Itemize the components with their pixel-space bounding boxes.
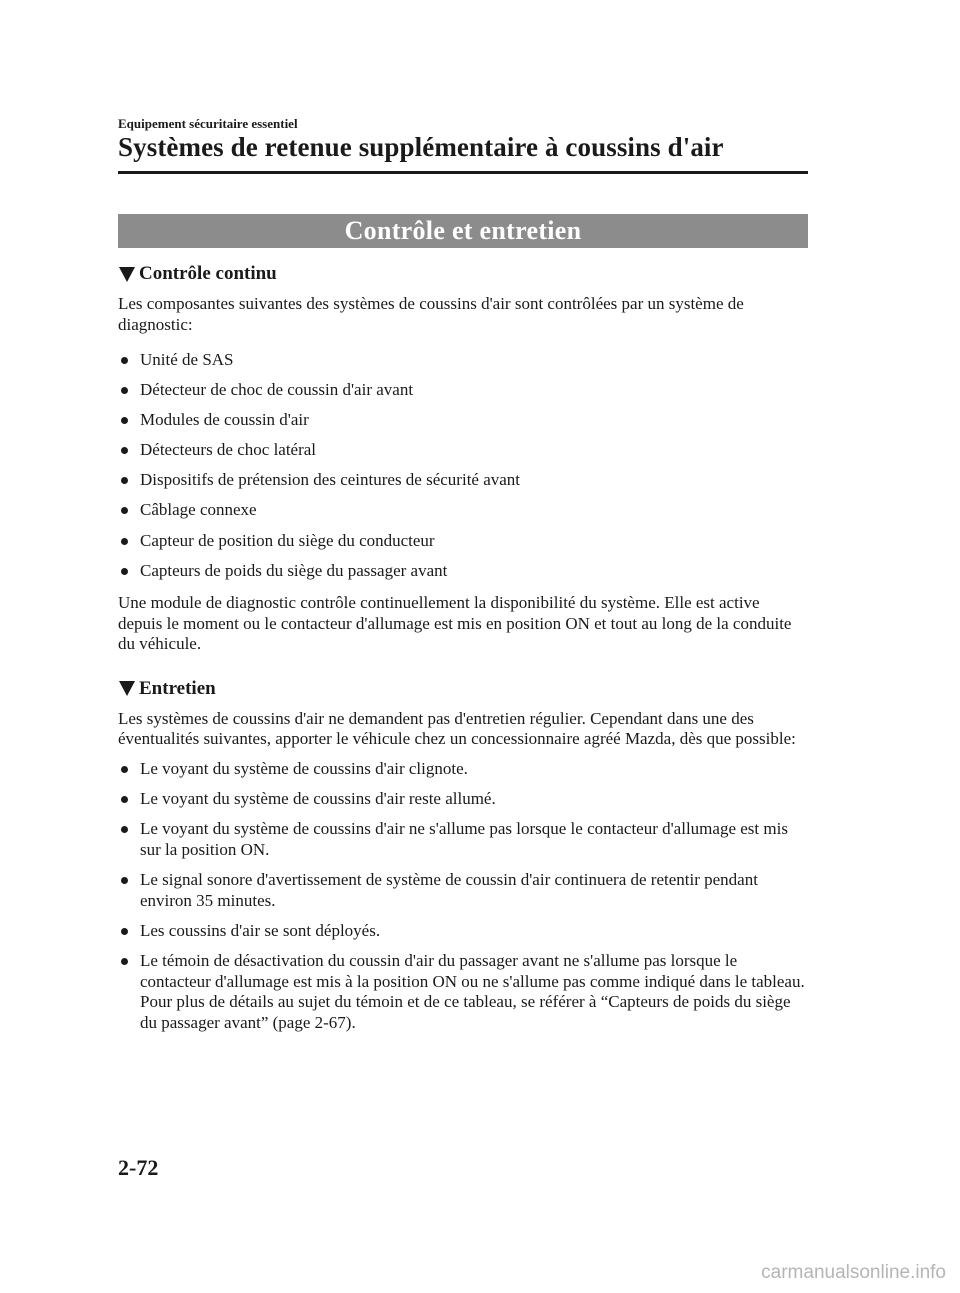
subheading-label: Entretien — [139, 677, 216, 699]
bullet-icon — [121, 796, 128, 803]
subheading-maintenance — [118, 677, 808, 701]
bullet-icon — [121, 357, 128, 364]
bullet-icon — [121, 447, 128, 454]
subheading-label: Contrôle continu — [139, 263, 277, 284]
list-item: Dispositifs de prétension des ceintures de sécurité avant — [118, 470, 808, 491]
bullet-icon — [121, 477, 128, 484]
bullet-icon — [121, 766, 128, 773]
bullet-icon — [121, 417, 128, 424]
list-item: Unité de SAS — [118, 350, 808, 371]
list-item: Capteur de position du siège du conducteur — [118, 531, 808, 552]
condition-list — [118, 759, 808, 1033]
topic-banner: Contrôle et entretien — [118, 214, 808, 248]
paragraph-maintenance: Les systèmes de coussins d'air ne demandent pas d'entretien régulier. Cependant dans une des éventualités suivantes, apporter le véhicule chez un concessionnaire agréé Mazda, dès que possible: — [118, 708, 796, 749]
list-item: Le voyant du système de coussins d'air reste allumé. — [118, 789, 808, 810]
list-item: Détecteurs de choc latéral — [118, 440, 808, 461]
bullet-icon — [121, 538, 128, 545]
list-item: Câblage connexe — [118, 500, 808, 521]
list-item: Modules de coussin d'air — [118, 410, 808, 431]
content — [118, 262, 808, 1043]
bullet-icon — [121, 826, 128, 833]
bullet-icon — [121, 928, 128, 935]
paragraph-diagnostic: Une module de diagnostic contrôle continuellement la disponibilité du système. Elle est active depuis le moment ou le contacteur d'allumage est mis en position ON et tout au long de la conduite du véhicule. — [118, 593, 792, 654]
bullet-icon — [121, 568, 128, 575]
watermark: carmanualsonline.info — [761, 1262, 946, 1283]
list-item: Le voyant du système de coussins d'air clignote. — [118, 759, 808, 780]
bullet-icon — [121, 877, 128, 884]
subheading-continuous-check — [118, 262, 808, 286]
paragraph-intro: Les composantes suivantes des systèmes de coussins d'air sont contrôlées par un système de diagnostic: — [118, 294, 744, 334]
section-title: Systèmes de retenue supplémentaire à coussins d'air — [118, 132, 724, 162]
list-item: Le témoin de désactivation du coussin d'air du passager avant ne s'allume pas lorsque le contacteur d'allumage est mis à la position ON ou ne s'allume pas comme indiqué dans le tableau. Pour plus de détails au sujet du témoin et de ce tableau, se référer à “Capteurs de poids du siège du passager avant” (page 2-67). — [118, 951, 808, 1033]
page-number: 2-72 — [118, 1155, 159, 1180]
bullet-icon — [121, 387, 128, 394]
triangle-down-icon — [119, 267, 135, 282]
list-item: Les coussins d'air se sont déployés. — [118, 921, 808, 942]
list-item: Capteurs de poids du siège du passager avant — [118, 561, 808, 582]
bullet-icon — [121, 958, 128, 965]
list-item: Détecteur de choc de coussin d'air avant — [118, 380, 808, 401]
component-list — [118, 350, 808, 581]
triangle-down-icon — [119, 681, 135, 696]
bullet-icon — [121, 507, 128, 514]
header-rule — [118, 171, 808, 174]
list-item: Le signal sonore d'avertissement de système de coussin d'air continuera de retentir pendant environ 35 minutes. — [118, 870, 808, 911]
list-item: Le voyant du système de coussins d'air ne s'allume pas lorsque le contacteur d'allumage est mis sur la position ON. — [118, 819, 808, 860]
chapter-label: Equipement sécuritaire essentiel — [118, 116, 298, 131]
